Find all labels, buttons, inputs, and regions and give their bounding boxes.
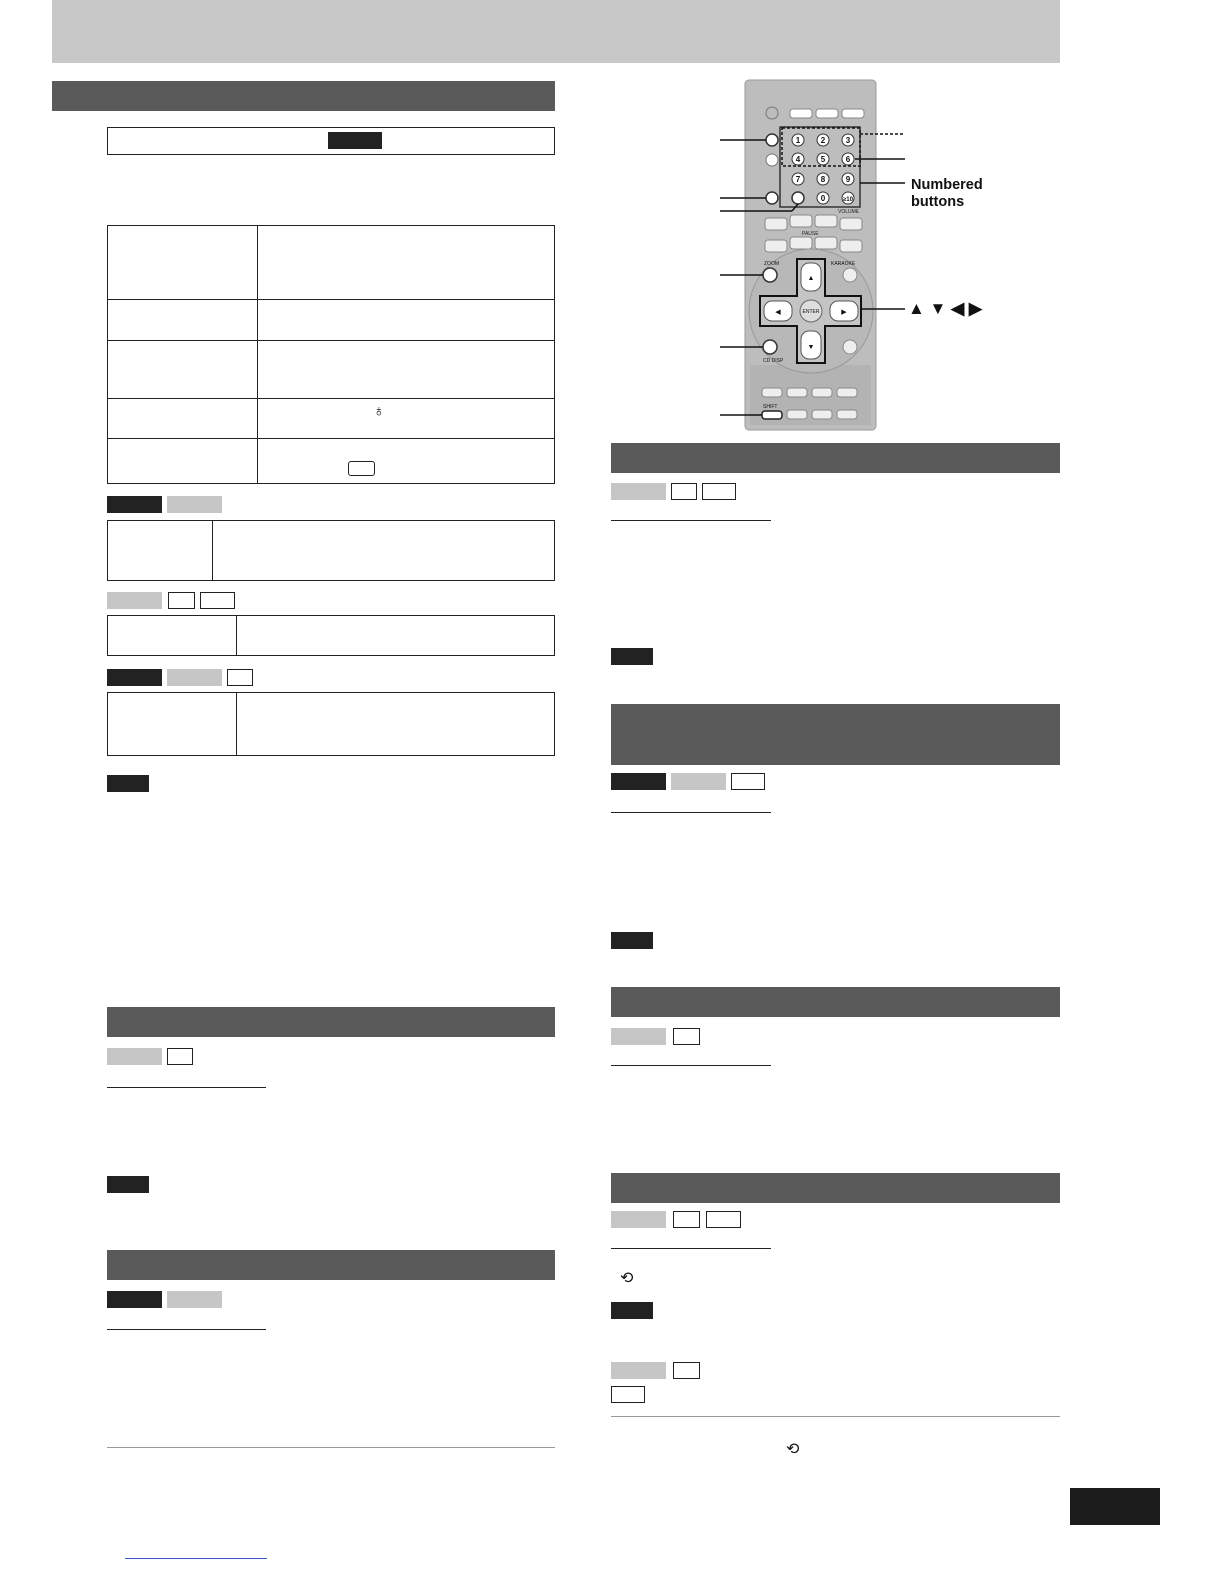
section-header-right-3 xyxy=(611,987,1060,1017)
table-row-divider xyxy=(107,299,555,300)
disc-tag xyxy=(611,1211,666,1228)
disc-tag xyxy=(673,1211,700,1228)
remote-button xyxy=(765,218,787,230)
disc-tag xyxy=(611,1028,666,1045)
underline-rule xyxy=(611,1065,771,1066)
remote-control-illustration xyxy=(700,75,1020,435)
note-tag xyxy=(611,1302,653,1319)
key-button-icon xyxy=(348,461,375,476)
num-9-label: 9 xyxy=(845,175,851,184)
left-arrow-icon: ◀ xyxy=(775,309,781,316)
num-1-label: 1 xyxy=(795,136,801,145)
repeat-icon: ⟲ xyxy=(620,1270,634,1287)
left-side-button xyxy=(766,192,778,204)
remote-button xyxy=(787,388,807,397)
disc-tag xyxy=(200,592,235,609)
table-row-divider xyxy=(107,398,555,399)
shift-button xyxy=(762,411,782,419)
table-row-divider xyxy=(107,438,555,439)
disc-tag xyxy=(107,1048,162,1065)
disc-tag xyxy=(671,773,726,790)
underline-rule xyxy=(107,1087,266,1088)
disc-tag xyxy=(611,1386,645,1403)
num-4-label: 4 xyxy=(795,155,801,164)
disc-tag xyxy=(167,1291,222,1308)
disc-tag xyxy=(107,669,162,686)
zoom-button xyxy=(763,268,777,282)
remote-button xyxy=(837,410,857,419)
up-arrow-icon: ▲ xyxy=(807,275,815,282)
underline-rule xyxy=(611,520,771,521)
arrow-buttons-label: ▲ ▼ ◀ ▶ xyxy=(908,299,982,318)
left-side-button xyxy=(766,134,778,146)
remote-button xyxy=(790,215,812,227)
table-row-divider xyxy=(107,340,555,341)
remote-button xyxy=(790,237,812,249)
disc-tag xyxy=(702,483,736,500)
disc-tag xyxy=(167,669,222,686)
remote-button xyxy=(765,240,787,252)
info-table xyxy=(107,615,555,656)
table-column-divider xyxy=(212,520,213,581)
section-header-right-4 xyxy=(611,1173,1060,1203)
karaoke-label: KARAOKE xyxy=(831,261,856,267)
footer-link[interactable] xyxy=(125,1558,267,1559)
table-column-divider xyxy=(236,615,237,656)
remote-button xyxy=(815,237,837,249)
remote-button xyxy=(840,218,862,230)
disc-tag xyxy=(671,483,697,500)
cd-disp-button xyxy=(763,340,777,354)
remote-button xyxy=(762,388,782,397)
disc-tag xyxy=(328,132,382,149)
numbered-buttons-label-line1: Numbered xyxy=(911,177,983,193)
section-end-rule xyxy=(611,1416,1060,1417)
left-side-button xyxy=(792,192,804,204)
section-header-left-1 xyxy=(52,81,555,111)
remote-button xyxy=(812,388,832,397)
section-end-rule xyxy=(107,1447,555,1448)
disc-tag xyxy=(227,669,253,686)
num-0-label: 0 xyxy=(820,194,826,203)
disc-tag xyxy=(107,592,162,609)
disc-tag xyxy=(107,496,162,513)
underline-rule xyxy=(611,1248,771,1249)
disc-tag xyxy=(706,1211,741,1228)
disc-tag xyxy=(611,483,666,500)
section-header-right-2 xyxy=(611,704,1060,765)
function-table xyxy=(107,225,555,484)
remote-button xyxy=(812,410,832,419)
page-number-tab xyxy=(1070,1488,1160,1525)
disc-tag xyxy=(611,1362,666,1379)
num-8-label: 8 xyxy=(820,175,826,184)
info-table xyxy=(107,692,555,756)
note-tag xyxy=(611,932,653,949)
remote-button xyxy=(842,109,864,118)
remote-button xyxy=(816,109,838,118)
down-arrow-icon: ▼ xyxy=(807,344,815,351)
pause-label: PAUSE xyxy=(802,231,819,237)
disc-tag xyxy=(611,773,666,790)
surround-button xyxy=(843,340,857,354)
num-3-label: 3 xyxy=(845,136,851,145)
section-header-right-1 xyxy=(611,443,1060,473)
num-7-label: 7 xyxy=(795,175,801,184)
disc-tag xyxy=(673,1028,700,1045)
enter-label: ENTER xyxy=(802,309,820,315)
num-2-label: 2 xyxy=(820,136,826,145)
remote-button xyxy=(815,215,837,227)
note-tag xyxy=(107,775,149,792)
table-column-divider xyxy=(257,225,258,484)
numbered-buttons-label-line2: buttons xyxy=(911,194,965,210)
disc-tag xyxy=(167,1048,193,1065)
num-10-label: ≥10 xyxy=(843,197,853,203)
table-column-divider xyxy=(236,692,237,756)
underline-rule xyxy=(107,1329,266,1330)
volume-label: VOLUME xyxy=(838,209,860,215)
disc-tag xyxy=(168,592,195,609)
disc-tag xyxy=(167,496,222,513)
note-tag xyxy=(611,648,653,665)
zoom-label: ZOOM xyxy=(764,261,779,267)
num-6-label: 6 xyxy=(845,155,851,164)
disc-tag xyxy=(673,1362,700,1379)
repeat-icon: ⟲ xyxy=(786,1441,800,1458)
headphone-icon: ♁ xyxy=(373,403,385,420)
disc-tag xyxy=(731,773,765,790)
section-header-left-2 xyxy=(107,1007,555,1037)
remote-button xyxy=(840,240,862,252)
num-5-label: 5 xyxy=(820,155,826,164)
page-header-band xyxy=(52,0,1060,63)
note-tag xyxy=(107,1176,149,1193)
shift-label: SHIFT xyxy=(763,404,778,410)
left-side-button xyxy=(766,154,778,166)
cd-disp-label: CD DISP xyxy=(763,358,784,364)
info-table xyxy=(107,520,555,581)
disc-tag xyxy=(107,1291,162,1308)
right-arrow-icon: ▶ xyxy=(841,309,847,316)
karaoke-button xyxy=(843,268,857,282)
underline-rule xyxy=(611,812,771,813)
remote-button xyxy=(787,410,807,419)
remote-button xyxy=(790,109,812,118)
section-header-left-3 xyxy=(107,1250,555,1280)
remote-button xyxy=(837,388,857,397)
